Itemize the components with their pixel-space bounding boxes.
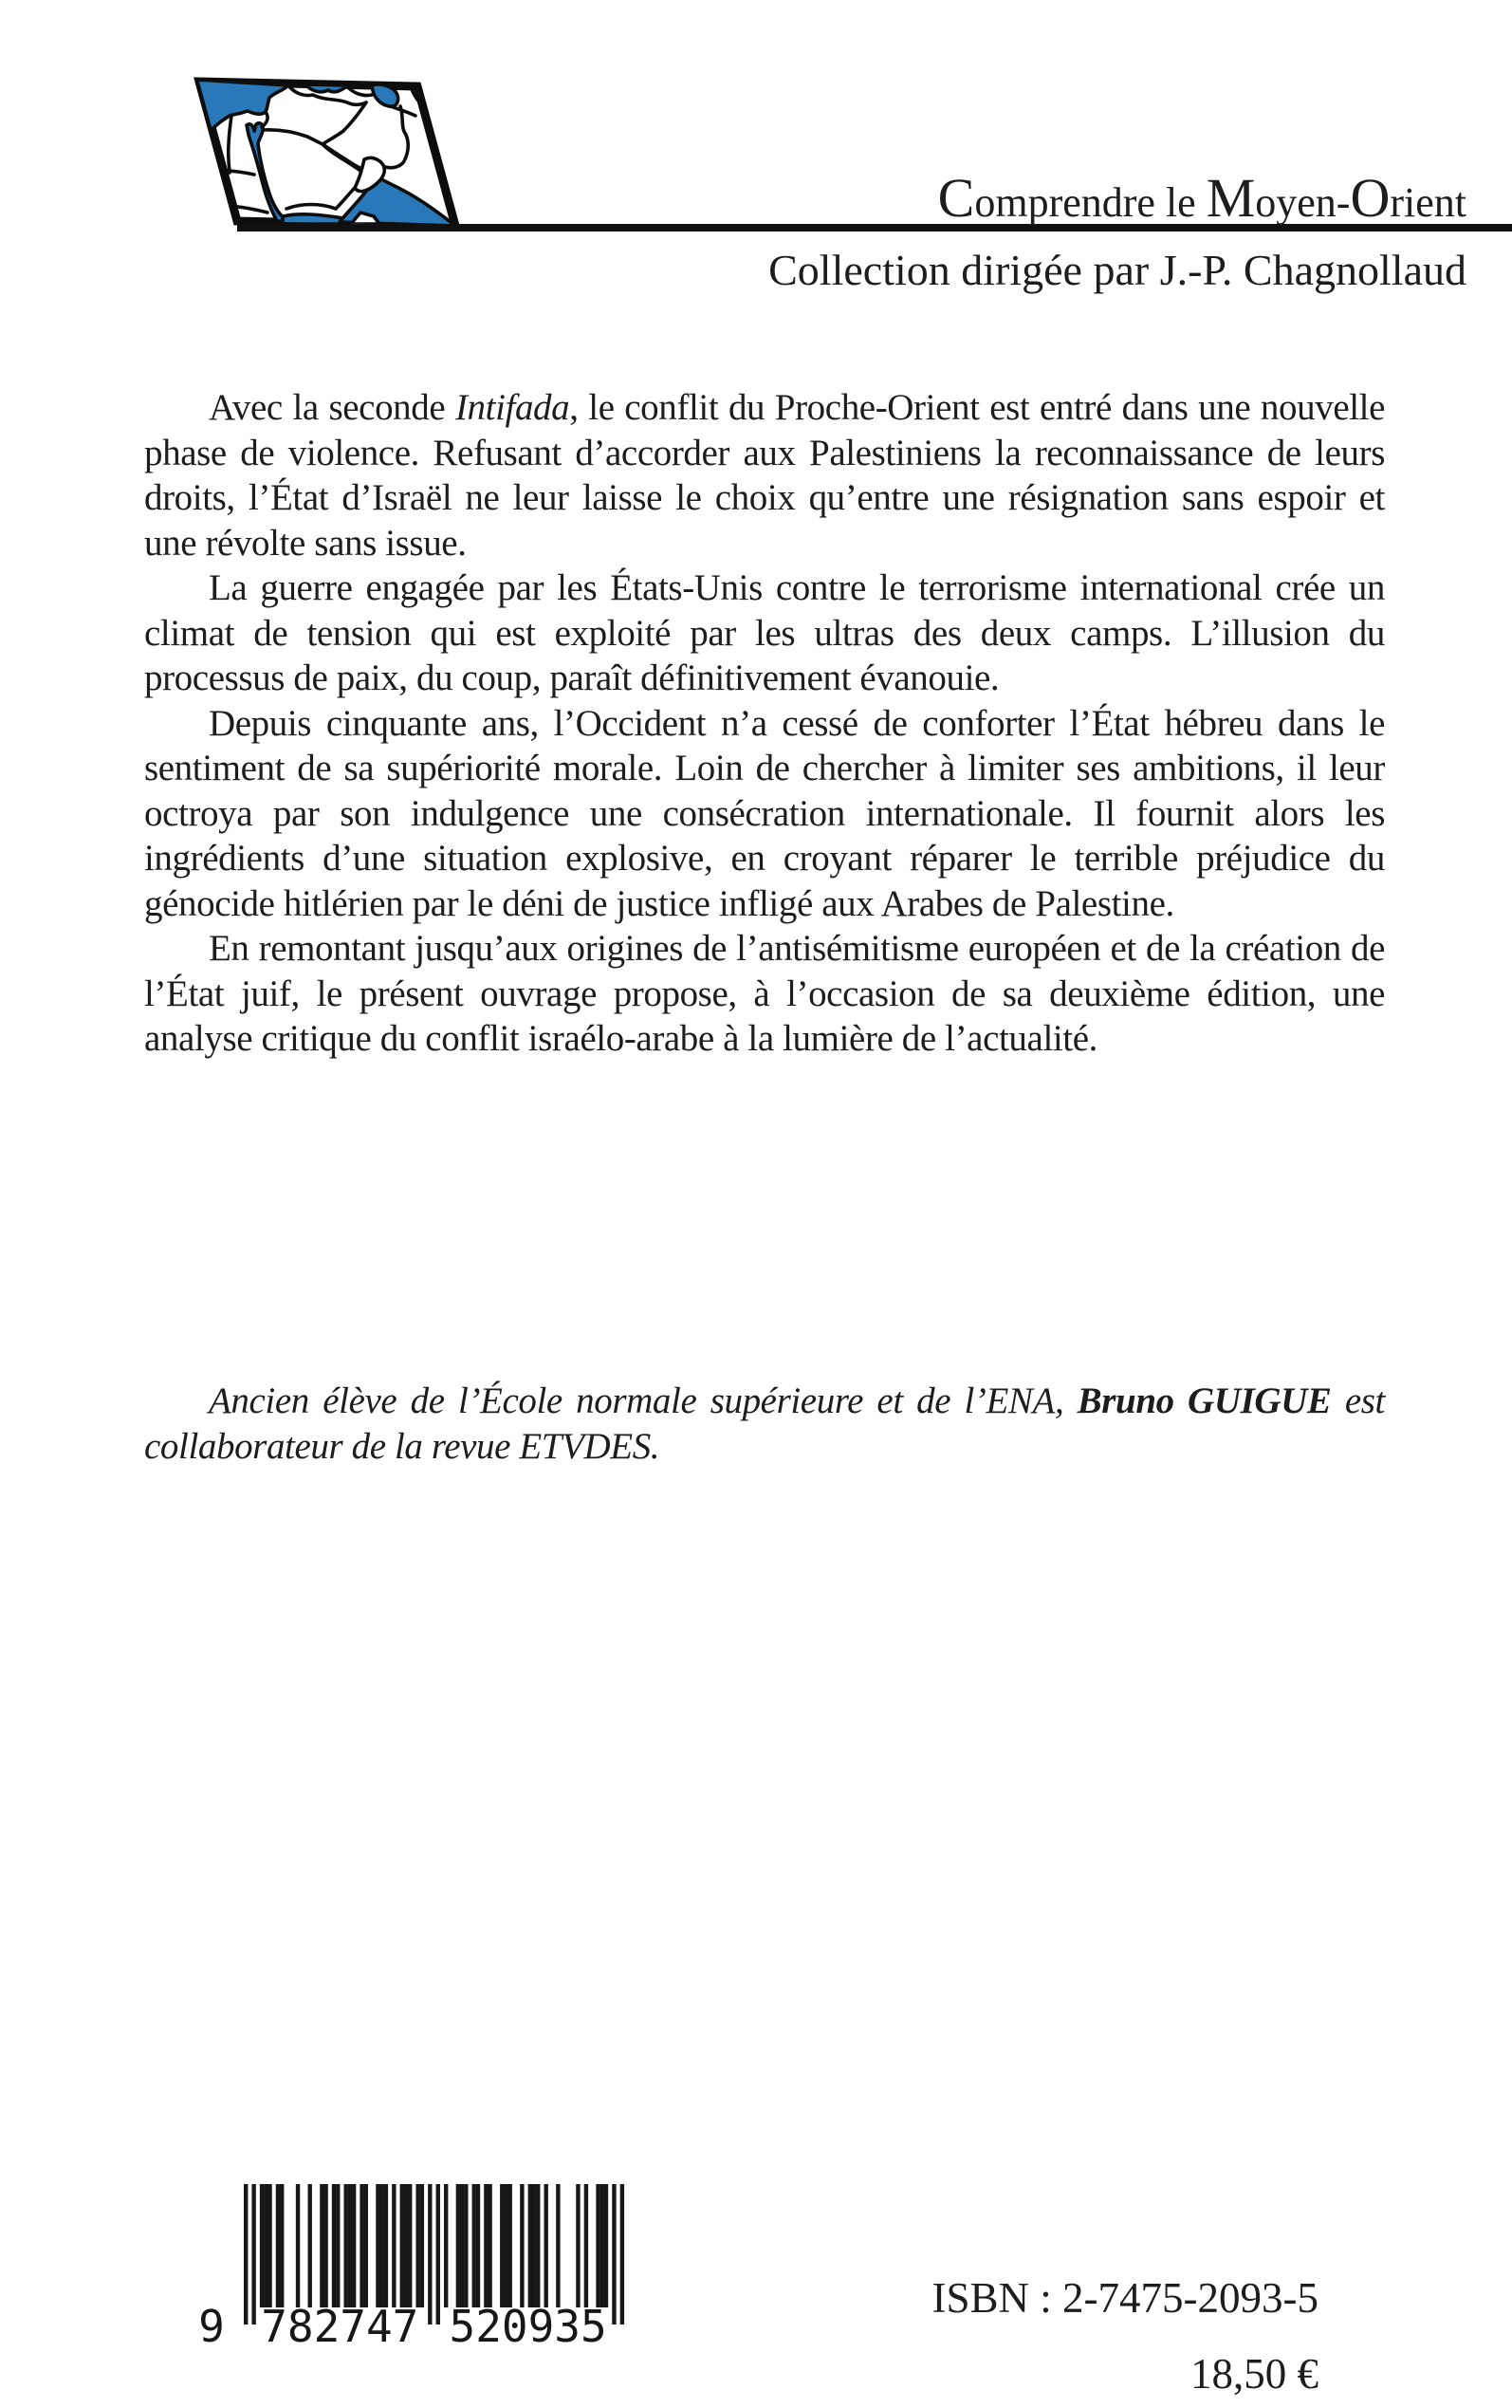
barcode-bar <box>400 2184 404 2307</box>
author-note-text: Ancien élève de l’École normale supérieure et de l’ENA, <box>209 1380 1078 1421</box>
synopsis-paragraph-3: Depuis cinquante ans, l’Occident n’a cessé de conforter l’État hébreu dans le sentiment de sa supériorité morale. Loin de chercher à limiter ses ambitions, il leur octroya par son indulgence une consécration internationale. Il fournit alors les ingrédients d’une situation explosive, en croyant réparer le terrible préjudice du génocide hitlérien par le déni de justice infligé aux Arabes de Palestine. <box>144 702 1385 924</box>
barcode-bar <box>508 2184 512 2307</box>
synopsis-paragraph-2: La guerre engagée par les États-Unis contre le terrorisme international crée un climat de tension qui est exploité par les ultras des deux camps. L’illusion du processus de paix, du coup, paraît définitivement évanouie. <box>144 567 1385 698</box>
barcode-bar <box>384 2184 388 2307</box>
synopsis <box>144 385 1385 1062</box>
barcode-bar <box>251 2184 255 2325</box>
barcode-bar <box>584 2184 588 2307</box>
italic-term: Intifada <box>454 387 570 428</box>
barcode-bar <box>488 2184 491 2307</box>
barcode-bar <box>504 2184 507 2307</box>
barcode-bar <box>472 2184 476 2307</box>
barcode-bar <box>364 2184 368 2307</box>
barcode-bar <box>276 2184 280 2307</box>
isbn-text: ISBN : 2-7475-2093-5 <box>931 2274 1318 2322</box>
synopsis-paragraph-1 <box>144 385 1385 565</box>
barcode-bar <box>544 2184 548 2307</box>
barcode-bar <box>415 2184 419 2307</box>
barcode-bar <box>260 2184 264 2307</box>
series-title-initial: C <box>937 167 975 229</box>
barcode-bar <box>332 2184 336 2307</box>
barcode-bar <box>612 2184 616 2325</box>
barcode-bar <box>408 2184 412 2307</box>
synopsis-paragraph-4: En remontant jusqu’aux origines de l’antisémitisme européen et de la création de l’État juif, le présent ouvrage propose, à l’occasion de sa deuxième édition, une analyse critique du conflit israélo-arabe à la lumière de l’actualité. <box>144 928 1385 1059</box>
barcode-bar <box>360 2184 363 2307</box>
barcode-bar <box>476 2184 480 2307</box>
barcode-bar <box>528 2184 532 2307</box>
barcode-bar <box>484 2184 488 2307</box>
barcode-bar <box>464 2184 468 2307</box>
barcode-bar <box>404 2184 408 2307</box>
series-title-segment: omprendre le <box>974 179 1207 226</box>
barcode-bar <box>456 2184 460 2307</box>
black-sea <box>305 84 347 92</box>
collection-director-line: Collection dirigée par J.-P. Chagnollaud <box>768 246 1466 294</box>
barcode-bar <box>600 2184 604 2307</box>
series-title-initial: O <box>1350 167 1391 229</box>
barcode-bar <box>352 2184 356 2307</box>
series-title-initial: M <box>1206 167 1256 229</box>
barcode-bar <box>344 2184 348 2307</box>
barcode-bar <box>532 2184 536 2307</box>
middle-east-map-logo <box>188 74 463 233</box>
author-note <box>144 1379 1385 1469</box>
barcode-bar <box>556 2184 560 2307</box>
barcode-digits: 9 <box>198 2301 225 2352</box>
barcode-bar <box>620 2184 624 2325</box>
barcode-bar <box>336 2184 340 2307</box>
barcode-bar <box>596 2184 599 2307</box>
barcode-bar <box>348 2184 352 2307</box>
author-name: Bruno GUIGUE <box>1077 1380 1332 1421</box>
barcode-digits: 520935 <box>449 2301 607 2352</box>
barcode-bar <box>604 2184 608 2307</box>
series-title-segment: oyen- <box>1255 179 1351 226</box>
ean13-barcode <box>180 2177 636 2358</box>
barcode-bar <box>392 2184 396 2307</box>
barcode-bar <box>308 2184 312 2307</box>
series-title-segment: rient <box>1390 179 1466 226</box>
barcode-bar <box>576 2184 580 2307</box>
barcode-bar <box>536 2184 540 2307</box>
barcode-bar <box>444 2184 448 2307</box>
barcode-bar <box>436 2184 440 2325</box>
barcode-bar <box>420 2184 424 2307</box>
barcode-bar <box>460 2184 464 2307</box>
synopsis-text: Avec la seconde <box>209 387 455 428</box>
barcode-bar <box>520 2184 524 2307</box>
barcode-bar <box>379 2184 383 2307</box>
author-note-text: est collaborateur de la revue ETVDES. <box>144 1380 1385 1467</box>
barcode-bar <box>323 2184 327 2307</box>
barcode-bar <box>244 2184 248 2325</box>
barcode-bar <box>320 2184 323 2307</box>
barcode-bar <box>500 2184 504 2307</box>
barcode-bar <box>428 2184 432 2325</box>
barcode-bar <box>296 2184 300 2307</box>
barcode-bar <box>264 2184 267 2307</box>
barcode-digits: 782747 <box>261 2301 419 2352</box>
barcode-bar <box>280 2184 284 2307</box>
barcode-bar <box>376 2184 379 2307</box>
synopsis-text: , le conflit du Proche-Orient est entré dans une nouvelle phase de violence. Refusant d’accorder aux Palestiniens la reconnaissance de leurs droits, l’État d’Israël ne leur laisse le choix qu’entre une résignation sans espoir et une révolte sans issue. <box>144 387 1386 564</box>
price-text: 18,50 € <box>1190 2350 1318 2398</box>
barcode-bar <box>267 2184 271 2307</box>
series-title <box>937 167 1466 229</box>
